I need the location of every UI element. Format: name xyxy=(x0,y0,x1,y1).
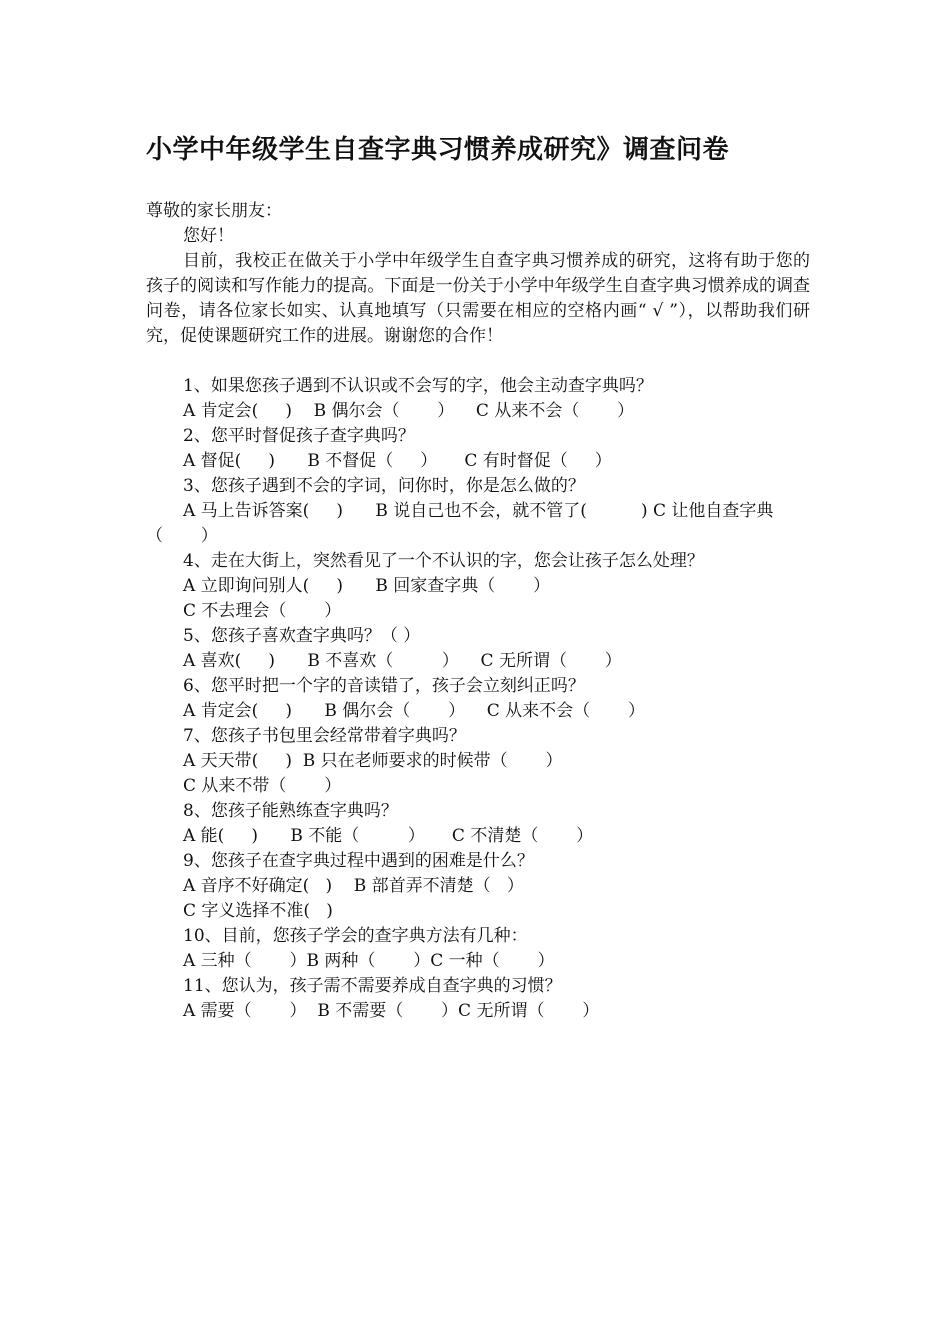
answer-options: （ ） xyxy=(146,526,218,546)
document-title: 小学中年级学生自查字典习惯养成研究》调查问卷 xyxy=(146,135,730,165)
answer-options: A 肯定会( ) B 偶尔会（ ） C 从来不会（ ） xyxy=(183,401,635,421)
answer-options: C 字义选择不准( ) xyxy=(183,901,333,921)
question-text: 8、您孩子能熟练查字典吗？ xyxy=(183,801,398,821)
document-body xyxy=(146,199,810,1024)
answer-options: A 音序不好确定( ) B 部首弄不清楚（ ） xyxy=(183,876,524,896)
question-text: 3、您孩子遇到不会的字词，问你时，你是怎么做的？ xyxy=(183,476,585,496)
question-text: 6、您平时把一个字的音读错了，孩子会立刻纠正吗？ xyxy=(183,676,585,696)
spacer xyxy=(146,349,810,374)
intro-paragraph: 目前，我校正在做关于小学中年级学生自查字典习惯养成的研究，这将有助于您的孩子的阅读和写作能力的提高。下面是一份关于小学中年级学生自查字典习惯养成的调查问卷，请各位家长如实、认真地填写（只需要在相应的空格内画“ √ ”），以帮助我们研究，促使课题研究工作的进展。谢谢您的合作！ xyxy=(146,251,810,346)
question-text: 11、您认为，孩子需不需要养成自查字典的习惯？ xyxy=(183,976,562,996)
question-text: 7、您孩子书包里会经常带着字典吗？ xyxy=(183,726,466,746)
answer-options: A 需要（ ） B 不需要（ ）C 无所谓（ ） xyxy=(183,1001,600,1021)
question-text: 10、目前，您孩子学会的查字典方法有几种： xyxy=(183,926,528,946)
question-text: 1、如果您孩子遇到不认识或不会写的字，他会主动查字典吗？ xyxy=(183,376,653,396)
answer-options: A 喜欢( ) B 不喜欢（ ） C 无所谓（ ） xyxy=(183,651,622,671)
question-text: 4、走在大街上，突然看见了一个不认识的字，您会让孩子怎么处理？ xyxy=(183,551,704,571)
question-text: 9、您孩子在查字典过程中遇到的困难是什么？ xyxy=(183,851,534,871)
answer-options: C 从来不带（ ） xyxy=(183,776,342,796)
answer-options: A 能( ) B 不能（ ） C 不清楚（ ） xyxy=(183,826,594,846)
answer-options: A 立即询问别人( ) B 回家查字典（ ） xyxy=(183,576,551,596)
answer-options: A 天天带( ) B 只在老师要求的时候带（ ） xyxy=(183,751,563,771)
question-list xyxy=(146,374,810,1024)
answer-options: C 不去理会（ ） xyxy=(183,601,342,621)
answer-options: A 督促( ) B 不督促（ ） C 有时督促（ ） xyxy=(183,451,612,471)
hello-line: 您好！ xyxy=(183,226,234,246)
question-text: 5、您孩子喜欢查字典吗？（ ） xyxy=(183,626,421,646)
answer-options: A 马上告诉答案( ) B 说自己也不会，就不管了( ) C 让他自查字典 xyxy=(183,501,774,521)
answer-options: A 肯定会( ) B 偶尔会（ ） C 从来不会（ ） xyxy=(183,701,645,721)
greeting: 尊敬的家长朋友： xyxy=(146,201,282,221)
question-text: 2、您平时督促孩子查字典吗？ xyxy=(183,426,415,446)
answer-options: A 三种（ ）B 两种（ ）C 一种（ ） xyxy=(183,951,555,971)
